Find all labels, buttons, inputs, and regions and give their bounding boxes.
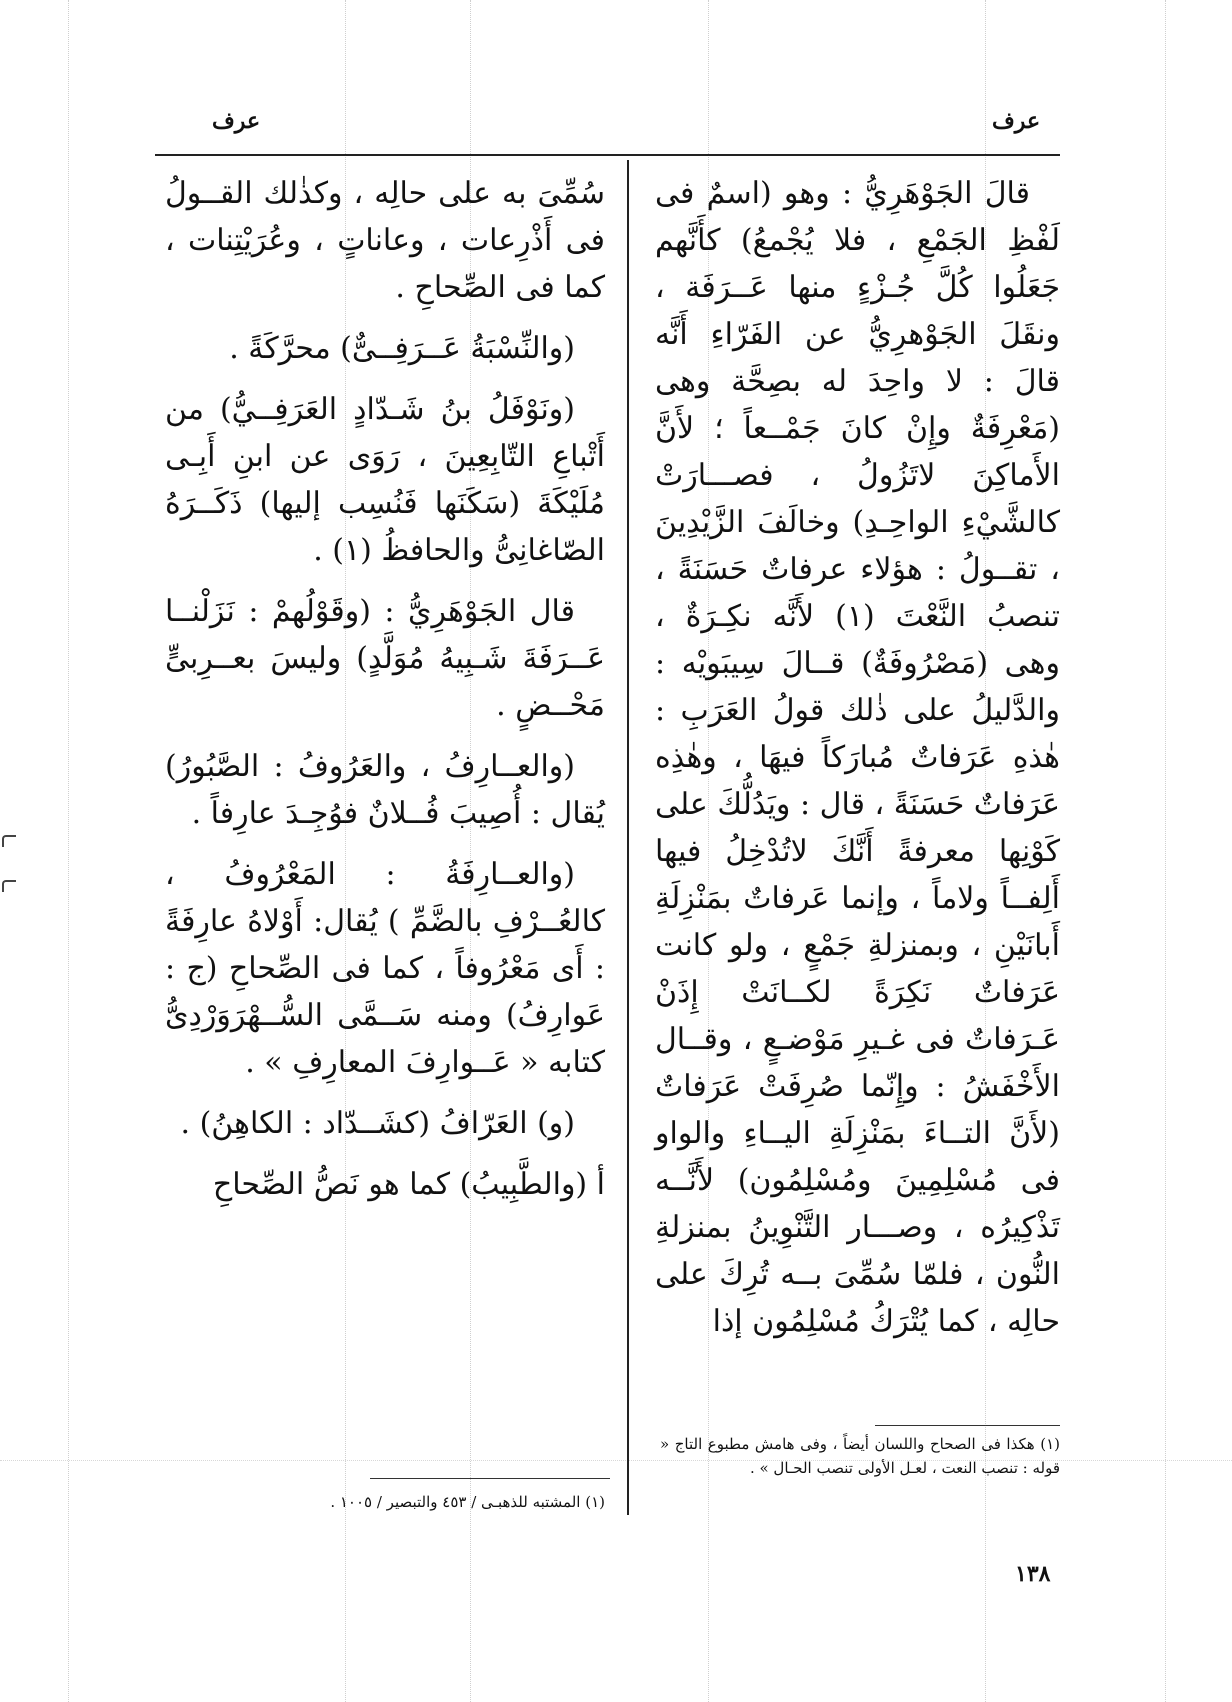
paragraph: قالَ الجَوْهَرِيُّ : وهو (اسمٌ فى لَفْظِ الجَمْعِ ، فلا يُجْمعُ) كأَنَّهم جَعَلُوا كُلَّ جُـزْءٍ منها عَــرَفَة ، ونقَلَ الجَوْهرِيُّ عن الفَرّاءِ أَنَّه قالَ : لا واحِدَ له بصِحَّة وهى (مَعْرِفَةٌ وإِنْ كانَ جَمْــعاً ؛ لأَنَّ الأَماكِنَ لاتَزُولُ ، فصـــارَتْ كالشَّيْءِ الواحِـدِ) وخالَفَ الزَّيْدِينَ ، تقــولُ : هؤلاء عرفاتٌ حَسَنَةً ، تنصبُ النَّعْتَ (١) لأَنَّه نكِـرَةٌ ، وهى (مَصْرُوفَةٌ) قــالَ سِيبَويْه : والدَّليلُ على ذٰلك قولُ العَرَبِ : هٰذهِ عَرَفاتٌ مُبارَكاً فيهَا ، وهٰذِه عَرَفاتٌ حَسَنَةً ، قال : ويَدُلُّكَ على كَوْنِها معرفةً أَنَّكَ لاتُدْخِلُ فيها أَلِفــاً ولاماً ، وإنما عَرفاتٌ بمَنْزِلَةِ أَبانَيْنِ ، وبمنزلةِ جَمْعٍ ، ولو كانت عَرَفاتٌ نَكِرَةً لكــانَتْ إِذَنْ عَـرَفاتٌ فى غـيرِ مَوْضـعٍ ، وقــال الأَخْفَشُ : وإِنّما صُرِفَتْ عَرَفاتٌ (لأَنَّ التــاءَ بمَنْزِلَةِ اليــاءِ والواو فى مُسْلِمِينَ ومُسْلِمُون) لأَنَّــه تَذْكِيرُه ، وصـــار التَّنْوِينُ بمنزلةِ النُّون ، فلمّا سُمِّىَ بــه تُرِكَ على حالِه ، كما يُتْرَكُ مُسْلِمُون إذا — [655, 176, 1060, 1339]
footnote-rule — [875, 1425, 1060, 1426]
running-head-right: عرف — [992, 108, 1041, 134]
footnote-rule — [370, 1478, 610, 1479]
running-head-left: عرف — [212, 108, 261, 134]
page-number: ١٣٨ — [1015, 1561, 1051, 1587]
footnote-left: (١) المشتبه للذهبـى / ٤٥٣ والتبصير / ١٠٠٥ . — [330, 1493, 605, 1511]
left-column — [165, 170, 605, 1222]
paragraph: (والعــارِفَةُ : المَعْرُوفُ ، كالعُــرْفِ بالضَّمِّ ) يُقال: أَوْلاهُ عارِفَةً : أَى مَعْرُوفاً ، كما فى الصِّحاحِ (ج : عَوارِفُ) ومنه سَــمَّى السُّــهْرَوَرْدِىُّ كتابه « عَــوارِفَ المعارِفِ » . — [165, 857, 605, 1080]
paragraph: (و) العَرّافُ (كشَــدّاد : الكاهِنُ) . — [180, 1106, 575, 1141]
header-rule — [155, 154, 1060, 156]
scan-guide-line — [1165, 0, 1166, 1702]
margin-mark — [2, 835, 16, 847]
paragraph: قال الجَوْهَرِيُّ : (وقَوْلُهمْ : نَزَلْنــا عَــرَفَةَ شَـبِيهُ مُوَلَّدٍ) وليسَ بعــرِبىٍّ مَحْــضٍ . — [165, 594, 605, 723]
column-divider — [627, 160, 629, 1515]
paragraph: أ (والطَّبِيبُ) كما هو نَصُّ الصِّحاحِ — [212, 1167, 605, 1202]
right-column — [655, 170, 1060, 1359]
paragraph: (والنِّسْبَةُ عَــرَفِــىٌّ) محرَّكَةً . — [229, 331, 575, 366]
paragraph: (ونَوْفَلُ بنُ شَـدّادٍ العَرَفِــيُّ) من أَتْباعِ التّابِعِينَ ، رَوَى عن ابنِ أَبِـى مُلَيْكَةَ (سَكَنَها فَنُسِب إليها) ذَكَــرَهُ الصّاغانِىُّ والحافظُ (١) . — [165, 392, 605, 568]
margin-mark — [2, 880, 16, 892]
paragraph: (والعــارِفُ ، والعَرُوفُ : الصَّبُورُ) يُقال : أُصِيبَ فُــلانٌ فوُجِـدَ عارِفاً . — [165, 749, 605, 831]
scan-guide-line — [68, 0, 69, 1702]
paragraph: سُمِّىَ به على حالِه ، وكذٰلك القــولُ فى أَذْرِعات ، وعاناتٍ ، وعُرَيْتِنات ، كما فى الصِّحاحِ . — [165, 176, 605, 305]
footnote-right: (١) هكذا فى الصحاح واللسان أيضاً ، وفى هامش مطبوع التاج « قوله : تنصب النعت ، لعـل الأولى تنصب الحـال » . — [660, 1435, 1060, 1477]
